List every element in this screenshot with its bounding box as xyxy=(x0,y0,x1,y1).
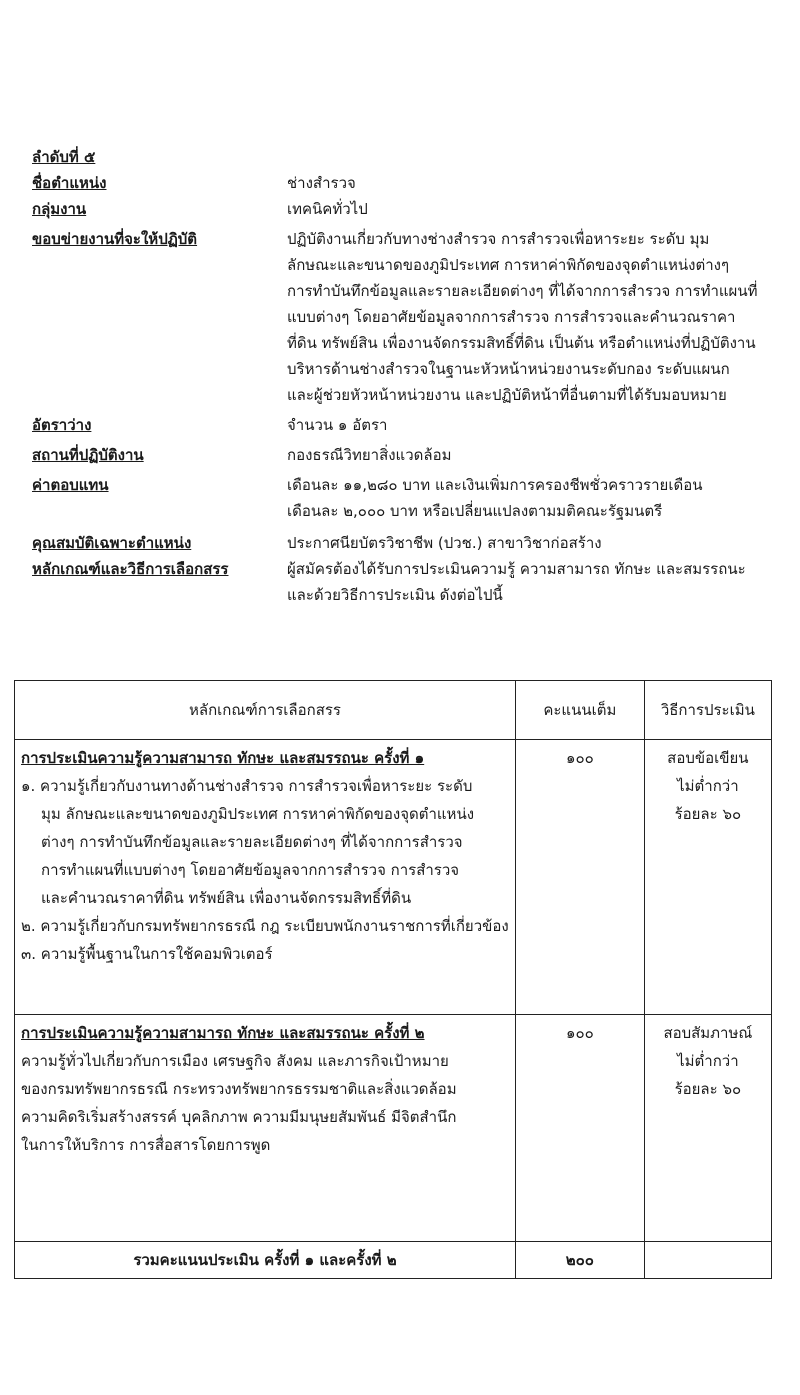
table-header-row xyxy=(15,681,772,740)
section2-cell xyxy=(15,1015,516,1242)
scope-line: ลักษณะและขนาดของภูมิประเทศ การหาค่าพิกัดของจุดตำแหน่งต่างๆ xyxy=(287,256,730,274)
order-label: ลำดับที่ ๕ xyxy=(32,148,96,166)
section2-score: ๑๐๐ xyxy=(515,1015,644,1242)
title-value: ช่างสำรวจ xyxy=(287,174,356,192)
header-score: คะแนนเต็ม xyxy=(515,681,644,740)
pay-value xyxy=(287,472,787,524)
pay-line: เดือนละ ๒,๐๐๐ บาท หรือเปลี่ยนแปลงตามมติคณะรัฐมนตรี xyxy=(287,502,663,520)
section2-item: ความคิดริเริ่มสร้างสรรค์ บุคลิกภาพ ความมีมนุษยสัมพันธ์ มีจิตสำนึก xyxy=(21,1108,457,1126)
section1-item: มุม ลักษณะและขนาดของภูมิประเทศ การหาค่าพิกัดของจุดตำแหน่ง xyxy=(41,805,475,823)
criteria-table xyxy=(14,680,772,1279)
location-value: กองธรณีวิทยาสิ่งแวดล้อม xyxy=(287,446,452,464)
scope-line: ปฏิบัติงานเกี่ยวกับทางช่างสำรวจ การสำรวจเพื่อหาระยะ ระดับ มุม xyxy=(287,230,710,248)
total-score: ๒๐๐ xyxy=(515,1242,644,1279)
method-line: สอบสัมภาษณ์ xyxy=(663,1024,753,1042)
section1-item: ๑. ความรู้เกี่ยวกับงานทางด้านช่างสำรวจ การสำรวจเพื่อหาระยะ ระดับ xyxy=(21,777,473,795)
group-value: เทคนิคทั่วไป xyxy=(287,200,368,218)
criteria-line: ผู้สมัครต้องได้รับการประเมินความรู้ ความสามารถ ทักษะ และสมรรถนะ xyxy=(287,560,746,578)
criteria-label: หลักเกณฑ์และวิธีการเลือกสรร xyxy=(32,560,229,578)
method-line: ไม่ต่ำกว่า xyxy=(677,777,739,795)
pay-label: ค่าตอบแทน xyxy=(32,476,109,494)
scope-line: ที่ดิน ทรัพย์สิน เพื่องานจัดกรรมสิทธิ์ที่ดิน เป็นต้น หรือตำแหน่งที่ปฏิบัติงาน xyxy=(287,334,756,352)
scope-value xyxy=(287,226,787,408)
title-label: ชื่อตำแหน่ง xyxy=(32,174,107,192)
scope-line: และผู้ช่วยหัวหน้าหน่วยงาน และปฏิบัติหน้าที่อื่นตามที่ได้รับมอบหมาย xyxy=(287,386,727,404)
section1-score: ๑๐๐ xyxy=(515,740,644,1015)
section1-item: ต่างๆ การทำบันทึกข้อมูลและรายละเอียดต่างๆ ที่ได้จากการสำรวจ xyxy=(41,833,463,851)
scope-label: ขอบข่ายงานที่จะให้ปฏิบัติ xyxy=(32,230,198,248)
header-method: วิธีการประเมิน xyxy=(644,681,771,740)
criteria-line: และด้วยวิธีการประเมิน ดังต่อไปนี้ xyxy=(287,586,503,604)
location-label: สถานที่ปฏิบัติงาน xyxy=(32,446,144,464)
method-line: ร้อยละ ๖๐ xyxy=(674,1080,742,1098)
section2-item: ในการให้บริการ การสื่อสารโดยการพูด xyxy=(21,1136,271,1154)
section1-item: และคำนวณราคาที่ดิน ทรัพย์สิน เพื่องานจัดกรรมสิทธิ์ที่ดิน xyxy=(41,889,412,907)
section1-title: การประเมินความรู้ความสามารถ ทักษะ และสมรรถนะ ครั้งที่ ๑ xyxy=(21,749,425,767)
total-method-empty xyxy=(644,1242,771,1279)
qual-label: คุณสมบัติเฉพาะตำแหน่ง xyxy=(32,534,192,552)
section1-method xyxy=(644,740,771,1015)
section1-cell xyxy=(15,740,516,1015)
scope-line: การทำบันทึกข้อมูลและรายละเอียดต่างๆ ที่ได้จากการสำรวจ การทำแผนที่ xyxy=(287,282,758,300)
criteria-value xyxy=(287,556,787,608)
section1-item: ๒. ความรู้เกี่ยวกับกรมทรัพยากรธรณี กฎ ระเบียบพนักงานราชการที่เกี่ยวข้อง xyxy=(21,917,509,935)
section2-item: ของกรมทรัพยากรธรณี กระทรวงทรัพยากรธรรมชาติและสิ่งแวดล้อม xyxy=(21,1080,457,1098)
vacancy-label: อัตราว่าง xyxy=(32,416,92,434)
section2-title: การประเมินความรู้ความสามารถ ทักษะ และสมรรถนะ ครั้งที่ ๒ xyxy=(21,1024,425,1042)
section1-item: ๓. ความรู้พื้นฐานในการใช้คอมพิวเตอร์ xyxy=(21,945,273,963)
section2-method xyxy=(644,1015,771,1242)
total-row xyxy=(15,1242,772,1279)
vacancy-value: จำนวน ๑ อัตรา xyxy=(287,416,388,434)
qual-value: ประกาศนียบัตรวิชาชีพ (ปวช.) สาขาวิชาก่อสร้าง xyxy=(287,534,602,552)
total-label: รวมคะแนนประเมิน ครั้งที่ ๑ และครั้งที่ ๒ xyxy=(15,1242,516,1279)
method-line: สอบข้อเขียน xyxy=(667,749,749,767)
position-info xyxy=(32,144,792,608)
method-line: ร้อยละ ๖๐ xyxy=(674,805,742,823)
group-label: กลุ่มงาน xyxy=(32,200,87,218)
section2-item: ความรู้ทั่วไปเกี่ยวกับการเมือง เศรษฐกิจ สังคม และภารกิจเป้าหมาย xyxy=(21,1052,449,1070)
scope-line: แบบต่างๆ โดยอาศัยข้อมูลจากการสำรวจ การสำรวจและคำนวณราคา xyxy=(287,308,736,326)
method-line: ไม่ต่ำกว่า xyxy=(677,1052,739,1070)
scope-line: บริหารด้านช่างสำรวจในฐานะหัวหน้าหน่วยงานระดับกอง ระดับแผนก xyxy=(287,360,730,378)
header-criteria: หลักเกณฑ์การเลือกสรร xyxy=(15,681,516,740)
pay-line: เดือนละ ๑๑,๒๘๐ บาท และเงินเพิ่มการครองชีพชั่วคราวรายเดือน xyxy=(287,476,703,494)
table-row xyxy=(15,1015,772,1242)
section1-item: การทำแผนที่แบบต่างๆ โดยอาศัยข้อมูลจากการสำรวจ การสำรวจ xyxy=(41,861,460,879)
table-row xyxy=(15,740,772,1015)
